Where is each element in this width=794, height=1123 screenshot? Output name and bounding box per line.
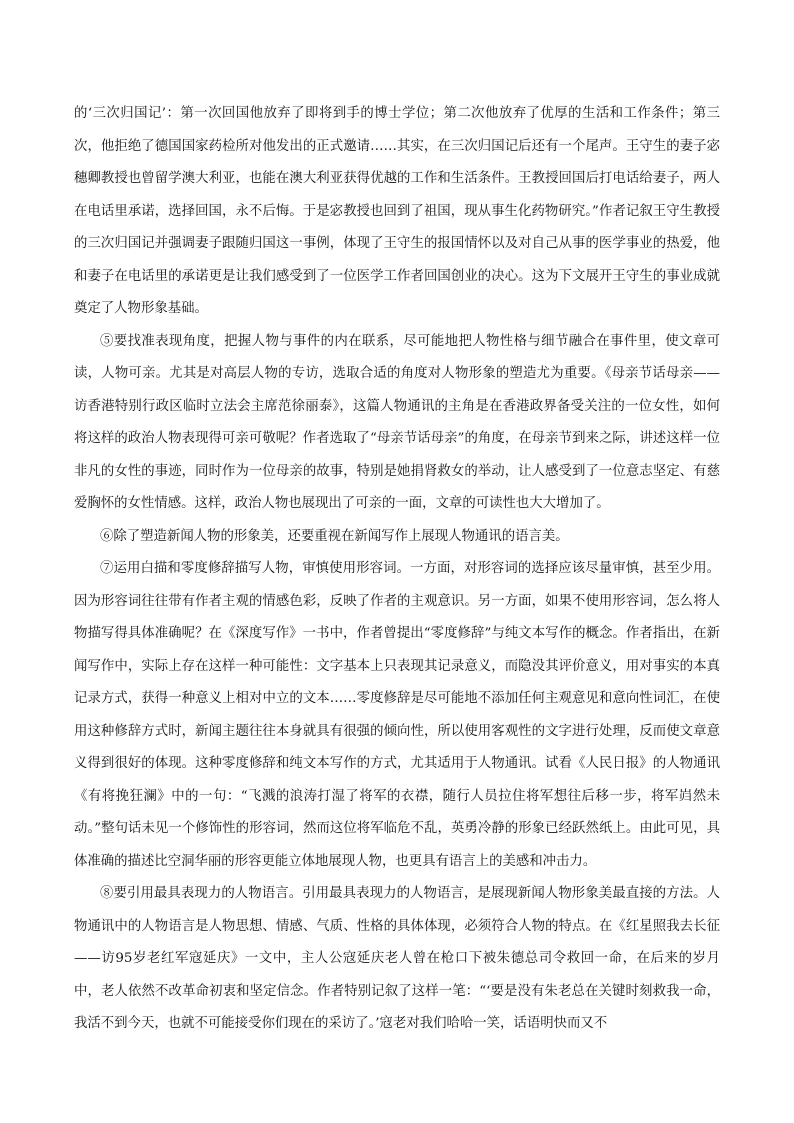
paragraph-5-angle: ⑤要找准表现角度，把握人物与事件的内在联系，尽可能地把人物性格与细节融合在事件里，使文章可读，人物可亲。尤其是对高层人物的专访，选取合适的角度对人物形象的塑造尤为重要。《母亲节话母亲——访香港特别行政区临时立法会主席范徐丽泰》，这篇人物通讯的主角是在香港政界备受关注的一位女性，如何将这样的政治人物表现得可亲可敬呢？作者选取了“母亲节话母亲”的角度，在母亲节到来之际，讲述这样一位非凡的女性的事迹，同时作为一位母亲的故事，特别是她捐肾救女的举动，让人感受到了一位意志坚定、有慈爱胸怀的女性情感。这样，政治人物也展现出了可亲的一面，文章的可读性也大大增加了。 xyxy=(74,333,720,511)
paragraph-7-zero-rhetoric: ⑦运用白描和零度修辞描写人物，审慎使用形容词。一方面，对形容词的选择应该尽量审慎，甚至少用。因为形容词往往带有作者主观的情感色彩，反映了作者的主观意识。另一方面，如果不使用形容词，怎么将人物描写得具体准确呢？在《深度写作》一书中，作者曾提出“零度修辞”与纯文本写作的概念。作者指出，在新闻写作中，实际上存在这样一种可能性：文字基本上只表现其记录意义，而隐没其评价意义，用对事实的本真记录方式，获得一种意义上相对中立的文本……零度修辞是尽可能地不添加任何主观意见和意向性词汇，在使用这种修辞方式时，新闻主题往往本身就具有很强的倾向性，所以使用客观性的文字进行处理，反而使文章意义得到很好的体现。这种零度修辞和纯文本写作的方式，尤其适用于人物通讯。试看《人民日报》的人物通讯《有将挽狂澜》中的一句：“飞溅的浪涛打湿了将军的衣襟，随行人员拉住将军想往后移一步，将军岿然未动。”整句话未见一个修饰性的形容词，然而这位将军临危不乱，英勇冷静的形象已经跃然纸上。由此可见，具体准确的描述比空洞华丽的形容更能立体地展现人物，也更具有语言上的美感和冲击力。 xyxy=(74,561,720,869)
paragraph-6-language-beauty: ⑥除了塑造新闻人物的形象美，还要重视在新闻写作上展现人物通讯的语言美。 xyxy=(100,528,569,544)
paragraph-8-character-speech: ⑧要引用最具表现力的人物语言。引用最具表现力的人物语言，是展现新闻人物形象美最直接的方法。人物通讯中的人物语言是人物思想、情感、气质、性格的具体体现，必须符合人物的特点。在《红星照我去长征——访95岁老红军寇延庆》一文中，主人公寇延庆老人曾在枪口下被朱德总司令救回一命，在后来的岁月中，老人依然不改革命初衷和坚定信念。作者特别记叙了这样一笔：“‘要是没有朱老总在关键时刻救我一命，我活不到今天，也就不可能接受你们现在的采访了。’寇老对我们哈哈一笑，话语明快而又不 xyxy=(74,886,720,1031)
article-body xyxy=(74,98,720,1041)
paragraph-continuation: 的‘三次归国记’：第一次回国他放弃了即将到手的博士学位；第二次他放弃了优厚的生活和工作条件；第三次，他拒绝了德国国家药检所对他发出的正式邀请……其实，在三次归国记后还有一个尾声。王守生的妻子宓穗卿教授也曾留学澳大利亚，也能在澳大利亚获得优越的工作和生活条件。王教授回国后打电话给妻子，两人在电话里承诺，选择回国，永不后悔。于是宓教授也回到了祖国，现从事生化药物研究。”作者记叙王守生教授的三次归国记并强调妻子跟随归国这一事例，体现了王守生的报国情怀以及对自己从事的医学事业的热爱，他和妻子在电话里的承诺更是让我们感受到了一位医学工作者回国创业的决心。这为下文展开王守生的事业成就奠定了人物形象基础。 xyxy=(74,106,720,316)
